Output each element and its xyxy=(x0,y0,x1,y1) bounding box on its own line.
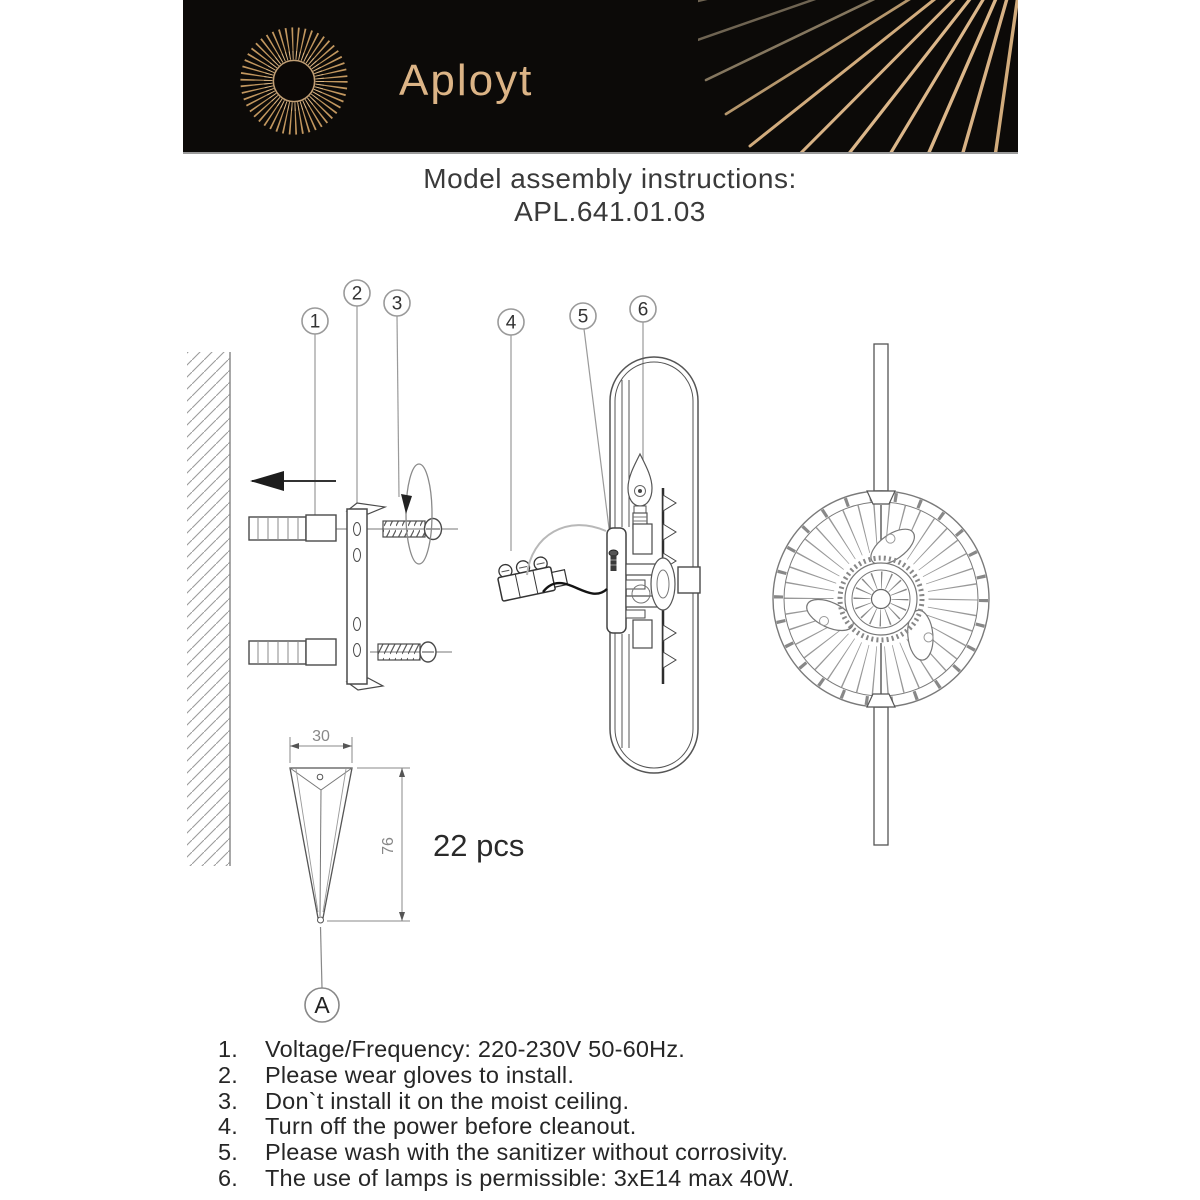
crystal-disc-front-view xyxy=(773,491,989,707)
mounting-bracket xyxy=(347,503,385,690)
instruction-text: The use of lamps is permissible: 3xE14 max 40W. xyxy=(265,1164,795,1191)
wall-anchor-bottom xyxy=(249,639,336,665)
page-title: Model assembly instructions: xyxy=(423,163,797,194)
instruction-text: Don`t install it on the moist ceiling. xyxy=(265,1087,630,1114)
callout-1-marker xyxy=(302,308,328,334)
instructions-list xyxy=(180,1037,1060,1192)
width-dimension xyxy=(290,728,352,763)
svg-text:5: 5 xyxy=(577,306,589,328)
sunburst-logo-icon xyxy=(235,22,353,140)
instruction-number: 3. xyxy=(218,1087,238,1114)
wall-hatching xyxy=(187,352,230,866)
instruction-text: Voltage/Frequency: 220-230V 50-60Hz. xyxy=(265,1036,686,1062)
brand-name: Aployt xyxy=(399,56,534,105)
lamp-side-exploded-diagram xyxy=(495,296,700,773)
instruction-item xyxy=(180,1063,1060,1089)
crystal-pendant-drawing xyxy=(290,728,524,1022)
instruction-item xyxy=(180,1089,1060,1115)
instruction-number: 4. xyxy=(218,1113,238,1140)
svg-text:6: 6 xyxy=(637,299,649,321)
lamp-bar-bottom xyxy=(874,707,888,845)
instruction-number: 1. xyxy=(218,1036,238,1062)
svg-text:3: 3 xyxy=(391,293,403,315)
callout-4-marker xyxy=(498,309,524,335)
callout-6-marker xyxy=(630,296,656,322)
svg-text:A: A xyxy=(314,992,330,1018)
svg-text:76: 76 xyxy=(380,837,397,855)
svg-text:2: 2 xyxy=(351,283,363,305)
crystal-quantity-label: 22 pcs xyxy=(433,828,525,863)
callout-a-marker xyxy=(305,927,339,1022)
instruction-item xyxy=(180,1037,1060,1063)
instruction-number: 2. xyxy=(218,1061,238,1088)
terminal-block xyxy=(495,553,568,602)
lamp-front-view-diagram xyxy=(773,344,989,845)
assembly-diagram xyxy=(180,255,1025,1045)
callout-3-marker xyxy=(384,290,410,316)
callout-2-marker xyxy=(344,280,370,306)
candle-bulb xyxy=(628,454,652,529)
screw-rotation-indicator xyxy=(401,464,432,564)
instruction-item xyxy=(180,1114,1060,1140)
mounting-screw-top xyxy=(383,519,442,540)
corner-rays-decoration xyxy=(698,0,1018,152)
instruction-number: 5. xyxy=(218,1139,238,1166)
mounting-screw-bottom xyxy=(378,642,436,662)
svg-text:4: 4 xyxy=(505,312,517,334)
svg-text:30: 30 xyxy=(312,728,330,745)
instruction-item xyxy=(180,1166,1060,1192)
mounting-plate xyxy=(607,528,626,633)
model-number: APL.641.01.03 xyxy=(514,196,706,227)
instruction-text: Please wear gloves to install. xyxy=(265,1061,575,1088)
svg-text:1: 1 xyxy=(309,311,321,333)
insert-direction-arrow xyxy=(250,471,336,491)
instruction-text: Please wash with the sanitizer without corrosivity. xyxy=(265,1139,789,1166)
lamp-bar-top xyxy=(874,344,888,491)
wall-anchor-top xyxy=(249,515,336,541)
instruction-item xyxy=(180,1140,1060,1166)
brand-banner xyxy=(183,0,1018,154)
instruction-number: 6. xyxy=(218,1164,238,1191)
title-block xyxy=(180,162,1040,228)
instruction-text: Turn off the power before cleanout. xyxy=(265,1113,637,1140)
crystal-outline xyxy=(290,768,352,923)
callout-5-marker xyxy=(570,303,596,329)
